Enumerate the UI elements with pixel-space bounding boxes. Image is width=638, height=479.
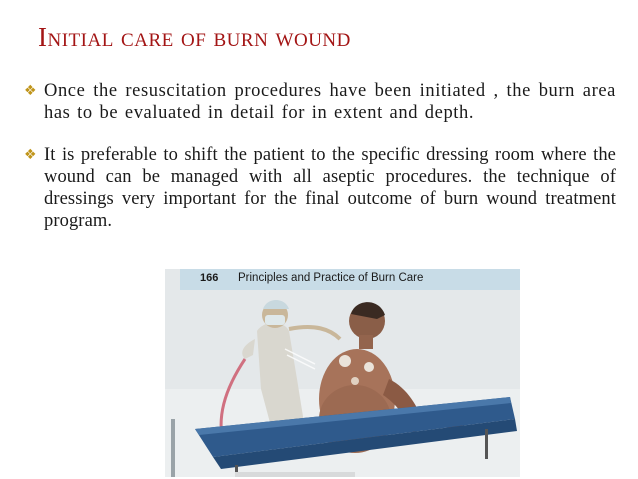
burn-care-photo-figure: [165, 269, 520, 477]
figure-book-title: Principles and Practice of Burn Care: [238, 272, 424, 284]
bullet-list: [24, 80, 616, 232]
bullet-text: It is preferable to shift the patient to the specific dressing room where the wound can be managed with all aseptic procedures. the technique of dressings very important for the final outcome of burn wound treatment program.: [44, 145, 616, 231]
bullet-text: Once the resuscitation procedures have been initiated , the burn area has to be evaluated in detail for in extent and depth.: [44, 81, 616, 123]
figure-page-number: 166: [200, 272, 219, 284]
diamond-bullet-icon: ❖: [24, 147, 37, 163]
bullet-item: [24, 80, 616, 124]
figure-header-bar: [180, 269, 520, 290]
burn-patient-photo: [165, 269, 520, 477]
slide-title: Initial care of burn wound: [38, 22, 351, 52]
diamond-bullet-icon: ❖: [24, 83, 37, 99]
bullet-item: [24, 144, 616, 232]
